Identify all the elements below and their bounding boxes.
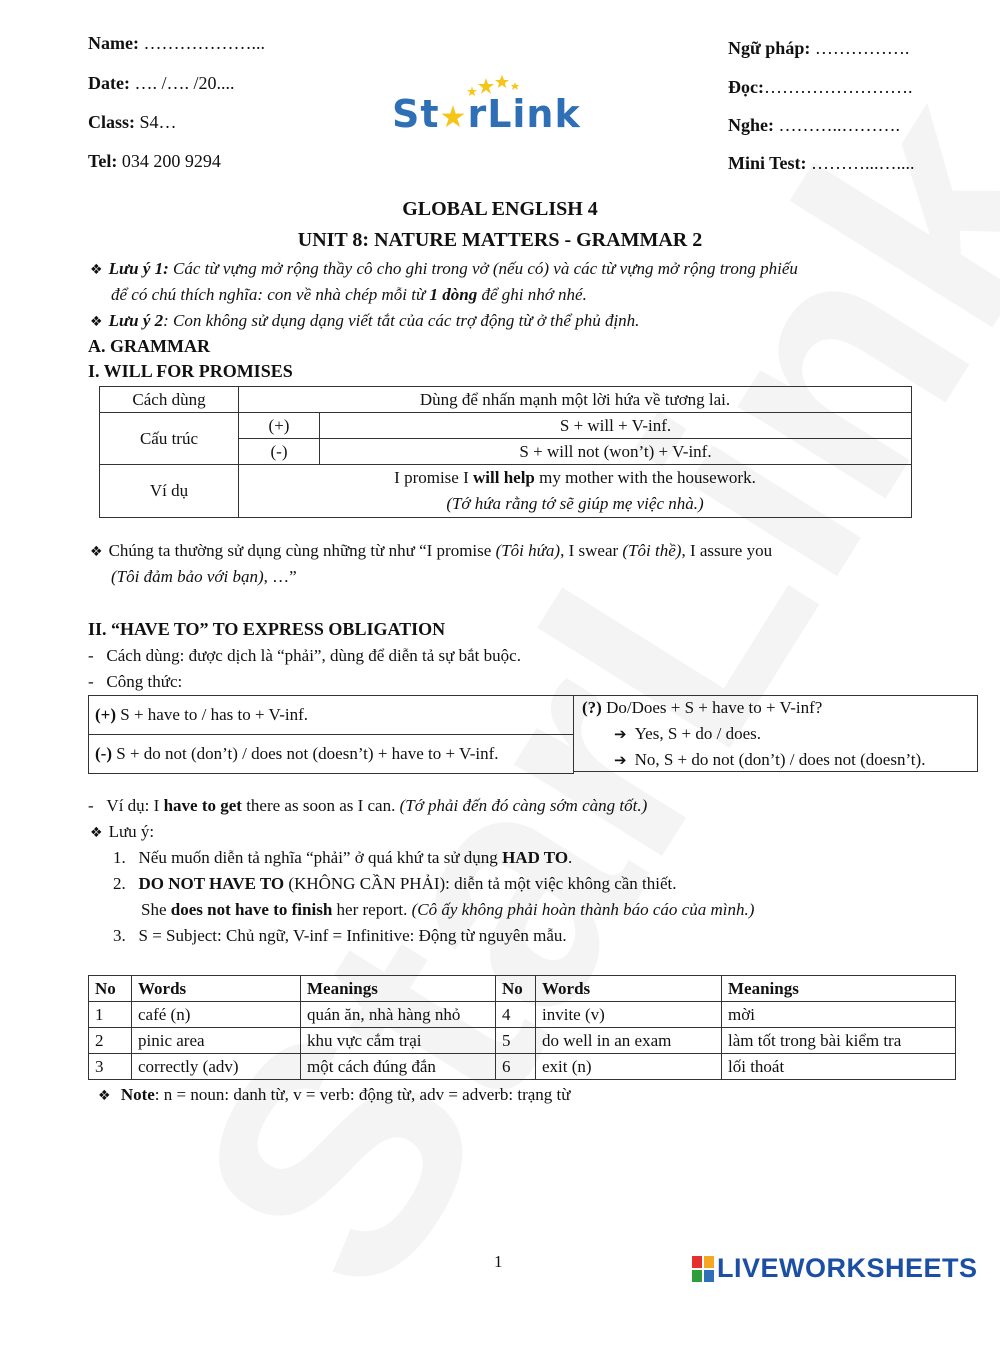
cell: invite (v) <box>536 1002 722 1028</box>
cell: café (n) <box>132 1002 301 1028</box>
vocab-note: ❖ Note: n = noun: danh từ, v = verb: động từ, adv = adverb: trạng từ <box>98 1085 571 1104</box>
have-to-usage: - Cách dùng: được dịch là “phải”, dùng để diễn tả sự bắt buộc. <box>88 646 521 665</box>
logo-text-rlink: rLink <box>467 92 581 136</box>
title-course: GLOBAL ENGLISH 4 <box>402 198 598 220</box>
cell: exit (n) <box>536 1054 722 1080</box>
question-formula-box <box>574 695 978 772</box>
col-words: Words <box>132 976 301 1002</box>
minitest-score: Mini Test: ………...….... <box>728 153 915 173</box>
cell: khu vực cắm trại <box>301 1028 496 1054</box>
question-formula: (?) Do/Does + S + have to + V-inf? <box>582 698 823 717</box>
table-row <box>89 1002 956 1028</box>
plus-formula: S + will + V-inf. <box>320 413 912 439</box>
starlink-logo <box>390 72 590 142</box>
reading-score: Đọc:……………………. <box>728 77 913 97</box>
cell: mời <box>722 1002 956 1028</box>
usage-label: Cách dùng <box>100 387 239 413</box>
listening-score: Nghe: ………..………. <box>728 115 900 135</box>
have-to-note-label: ❖ Lưu ý: <box>90 822 155 841</box>
liveworksheets-logo-icon <box>692 1256 714 1282</box>
diamond-bullet-icon: ❖ <box>90 825 103 841</box>
no-answer: ➔ No, S + do not (don’t) / does not (doesn’t). <box>614 750 926 769</box>
section-i-heading: I. WILL FOR PROMISES <box>88 361 293 381</box>
will-table <box>99 386 912 518</box>
note-item-2-example: She does not have to finish her report. (Cô ấy không phải hoàn thành báo cáo của mình.) <box>141 900 755 919</box>
grammar-score: Ngữ pháp: ……………. <box>728 38 910 58</box>
usage-text: Dùng để nhấn mạnh một lời hứa về tương lai. <box>239 387 912 413</box>
cell: làm tốt trong bài kiểm tra <box>722 1028 956 1054</box>
liveworksheets-brand: LIVEWORKSHEETS <box>692 1253 978 1284</box>
vocabulary-table <box>88 975 956 1080</box>
diamond-bullet-icon: ❖ <box>98 1088 111 1104</box>
page-number: 1 <box>494 1252 503 1271</box>
have-to-example: - Ví dụ: I have to get there as soon as I can. (Tớ phải đến đó càng sớm càng tốt.) <box>88 796 648 815</box>
cell: lối thoát <box>722 1054 956 1080</box>
note-2: ❖ Lưu ý 2: Con không sử dụng dạng viết tắt của các trợ động từ ở thể phủ định. <box>90 311 640 330</box>
plus-sign: (+) <box>239 413 320 439</box>
col-meanings: Meanings <box>301 976 496 1002</box>
table-row <box>89 1054 956 1080</box>
section-ii-heading: II. “HAVE TO” TO EXPRESS OBLIGATION <box>88 619 446 639</box>
cell: 1 <box>89 1002 132 1028</box>
date-line: Date: …. /…. /20.... <box>88 73 235 93</box>
arrow-right-icon: ➔ <box>614 751 627 769</box>
col-no-2: No <box>496 976 536 1002</box>
class-line: Class: S4… <box>88 112 177 132</box>
name-line: Name: ………………... <box>88 33 265 53</box>
have-to-formula-label: - Công thức: <box>88 672 183 691</box>
cell: một cách đúng đắn <box>301 1054 496 1080</box>
cell: 5 <box>496 1028 536 1054</box>
minus-sign: (-) <box>239 439 320 465</box>
example-label: Ví dụ <box>100 465 239 518</box>
have-to-formula-table <box>88 695 574 774</box>
cell: 3 <box>89 1054 132 1080</box>
logo-star-icon: ★ <box>439 100 468 135</box>
title-unit: UNIT 8: NATURE MATTERS - GRAMMAR 2 <box>297 229 703 251</box>
cell: 2 <box>89 1028 132 1054</box>
section-a-heading: A. GRAMMAR <box>88 336 210 356</box>
cell: 6 <box>496 1054 536 1080</box>
note-1-cont: để có chú thích nghĩa: con về nhà chép mỗi từ 1 dòng để ghi nhớ nhé. <box>111 285 587 304</box>
note-item-3: 3. S = Subject: Chủ ngữ, V-inf = Infinitive: Động từ nguyên mẫu. <box>113 926 567 945</box>
diamond-bullet-icon: ❖ <box>90 544 103 560</box>
arrow-right-icon: ➔ <box>614 725 627 743</box>
usage-note: ❖ Chúng ta thường sử dụng cùng những từ như “I promise (Tôi hứa), I swear (Tôi thề), I assure you <box>90 541 773 560</box>
cell: quán ăn, nhà hàng nhỏ <box>301 1002 496 1028</box>
note-item-2: 2. DO NOT HAVE TO (KHÔNG CẦN PHẢI): diễn tả một việc không cần thiết. <box>113 874 677 893</box>
col-meanings-2: Meanings <box>722 976 956 1002</box>
vocab-header-row <box>89 976 956 1002</box>
cell: 4 <box>496 1002 536 1028</box>
structure-label: Cấu trúc <box>100 413 239 465</box>
diamond-bullet-icon: ❖ <box>90 262 103 278</box>
cell: do well in an exam <box>536 1028 722 1054</box>
table-row <box>89 1028 956 1054</box>
col-words-2: Words <box>536 976 722 1002</box>
cell: correctly (adv) <box>132 1054 301 1080</box>
minus-formula: S + will not (won’t) + V-inf. <box>320 439 912 465</box>
diamond-bullet-icon: ❖ <box>90 314 103 330</box>
negative-formula: (-) S + do not (don’t) / does not (doesn’t) + have to + V-inf. <box>89 735 574 774</box>
logo-text-st: St <box>392 92 440 136</box>
note-item-1: 1. Nếu muốn diễn tả nghĩa “phải” ở quá khứ ta sử dụng HAD TO. <box>113 848 573 867</box>
note-1: ❖ Lưu ý 1: Các từ vựng mở rộng thầy cô cho ghi trong vở (nếu có) và các từ vựng mở rộng trong phiếu <box>90 259 798 278</box>
tel-line: Tel: 034 200 9294 <box>88 151 221 171</box>
example-cell: I promise I will help my mother with the housework. (Tớ hứa rằng tớ sẽ giúp mẹ việc nhà.) <box>239 465 912 518</box>
positive-formula: (+) S + have to / has to + V-inf. <box>89 696 574 735</box>
cell: pinic area <box>132 1028 301 1054</box>
col-no: No <box>89 976 132 1002</box>
yes-answer: ➔ Yes, S + do / does. <box>614 724 761 743</box>
usage-note-cont: (Tôi đảm bảo với bạn), …” <box>111 567 297 586</box>
